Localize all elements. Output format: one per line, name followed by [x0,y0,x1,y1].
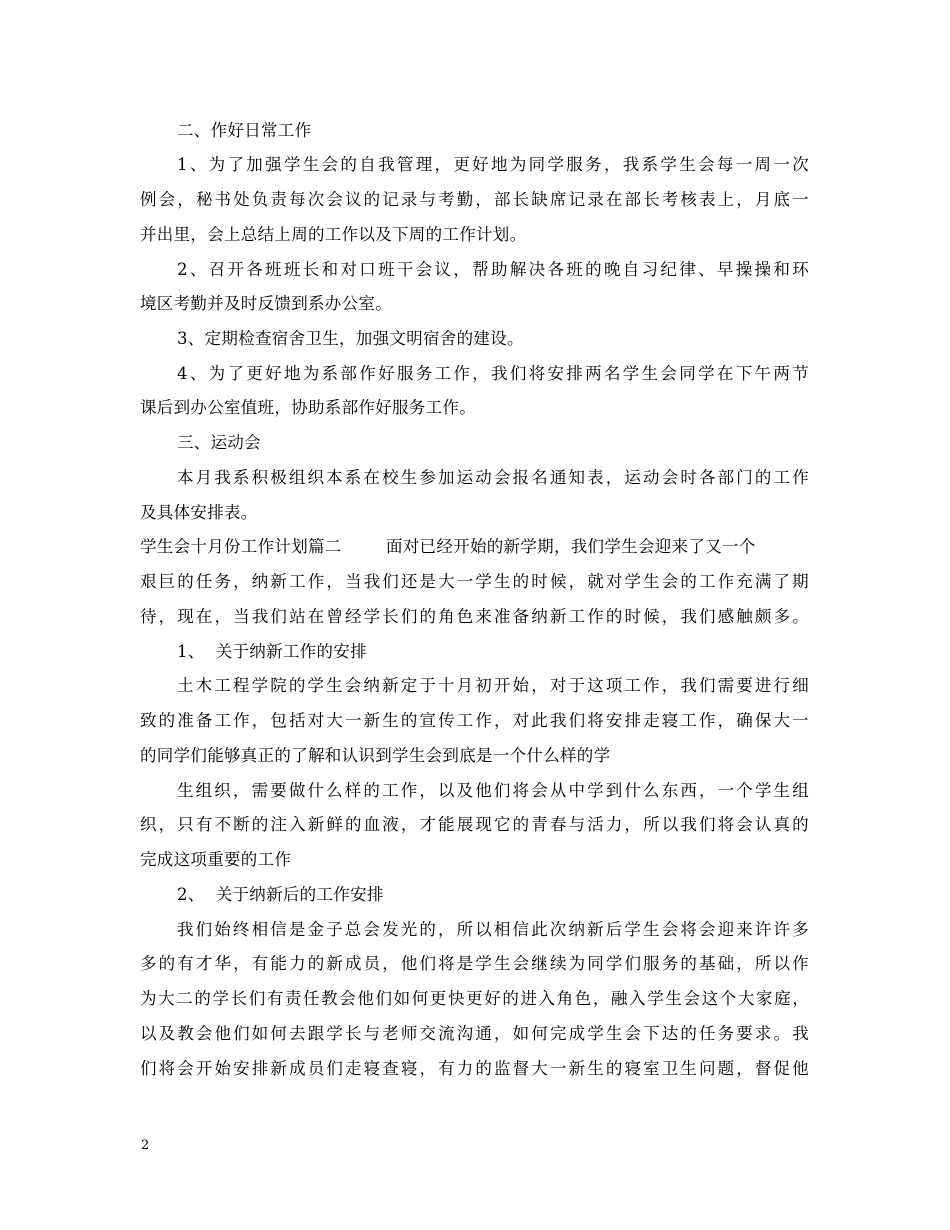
paragraph-line: 土木工程学院的学生会纳新定于十月初开始，对于这项工作，我们需要进行细 [177,676,809,695]
page-number: 2 [141,1138,150,1153]
paragraph-line: 境区考勤并及时反馈到系办公室。 [140,294,392,313]
paragraph-line: 及具体安排表。 [140,503,258,522]
subheading-recruitment-arrangement: 1、 关于纳新工作的安排 [177,642,367,661]
paragraph-line: 课后到办公室值班，协助系部作好服务工作。 [140,398,476,417]
paragraph-line: 本月我系积极组织本系在校生参加运动会报名通知表，运动会时各部门的工作 [177,468,809,487]
paragraph-line: 1、为了加强学生会的自我管理，更好地为同学服务，我系学生会每一周一次 [177,155,809,174]
paragraph-line: 4、为了更好地为系部作好服务工作，我们将安排两名学生会同学在下午两节 [177,364,809,383]
paragraph-line: 们将会开始安排新成员们走寝查寝，有力的监督大一新生的寝室卫生问题，督促他 [140,1059,809,1078]
paragraph-line: 的同学们能够真正的了解和认识到学生会到底是一个什么样的学 [140,746,611,765]
paragraph-line: 生组织，需要做什么样的工作，以及他们将会从中学到什么东西，一个学生组 [177,781,809,800]
paragraph-line: 完成这项重要的工作 [140,850,292,869]
paragraph-line: 学生会十月份工作计划篇二 面对已经开始的新学期，我们学生会迎来了又一个 [140,537,756,556]
subheading-post-recruitment: 2、 关于纳新后的工作安排 [177,885,384,904]
paragraph-line: 3、定期检查宿舍卫生，加强文明宿舍的建设。 [177,329,524,348]
paragraph-line: 多的有才华，有能力的新成员，他们将是学生会继续为同学们服务的基础，所以作 [140,954,809,973]
paragraph-line: 艰巨的任务，纳新工作，当我们还是大一学生的时候，就对学生会的工作充满了期 [140,572,809,591]
section-heading-daily-work: 二、作好日常工作 [177,121,312,140]
paragraph-line: 并出里，会上总结上周的工作以及下周的工作计划。 [140,225,527,244]
paragraph-line: 织，只有不断的注入新鲜的血液，才能展现它的青春与活力，所以我们将会认真的 [140,815,809,834]
section-heading-sports-meet: 三、运动会 [177,433,261,452]
paragraph-line: 例会，秘书处负责每次会议的记录与考勤，部长缺席记录在部长考核表上，月底一 [140,190,809,209]
paragraph-line: 待，现在，当我们站在曾经学长们的角色来准备纳新工作的时候，我们感触颇多。 [140,607,809,626]
paragraph-line: 我们始终相信是金子总会发光的，所以相信此次纳新后学生会将会迎来许许多 [177,920,809,939]
paragraph-line: 以及教会他们如何去跟学长与老师交流沟通，如何完成学生会下达的任务要求。我 [140,1024,809,1043]
paragraph-line: 致的准备工作，包括对大一新生的宣传工作，对此我们将安排走寝工作，确保大一 [140,711,809,730]
paragraph-line: 2、召开各班班长和对口班干会议，帮助解决各班的晚自习纪律、早操操和环 [177,260,809,279]
paragraph-line: 为大二的学长们有责任教会他们如何更快更好的进入角色，融入学生会这个大家庭， [140,989,809,1008]
